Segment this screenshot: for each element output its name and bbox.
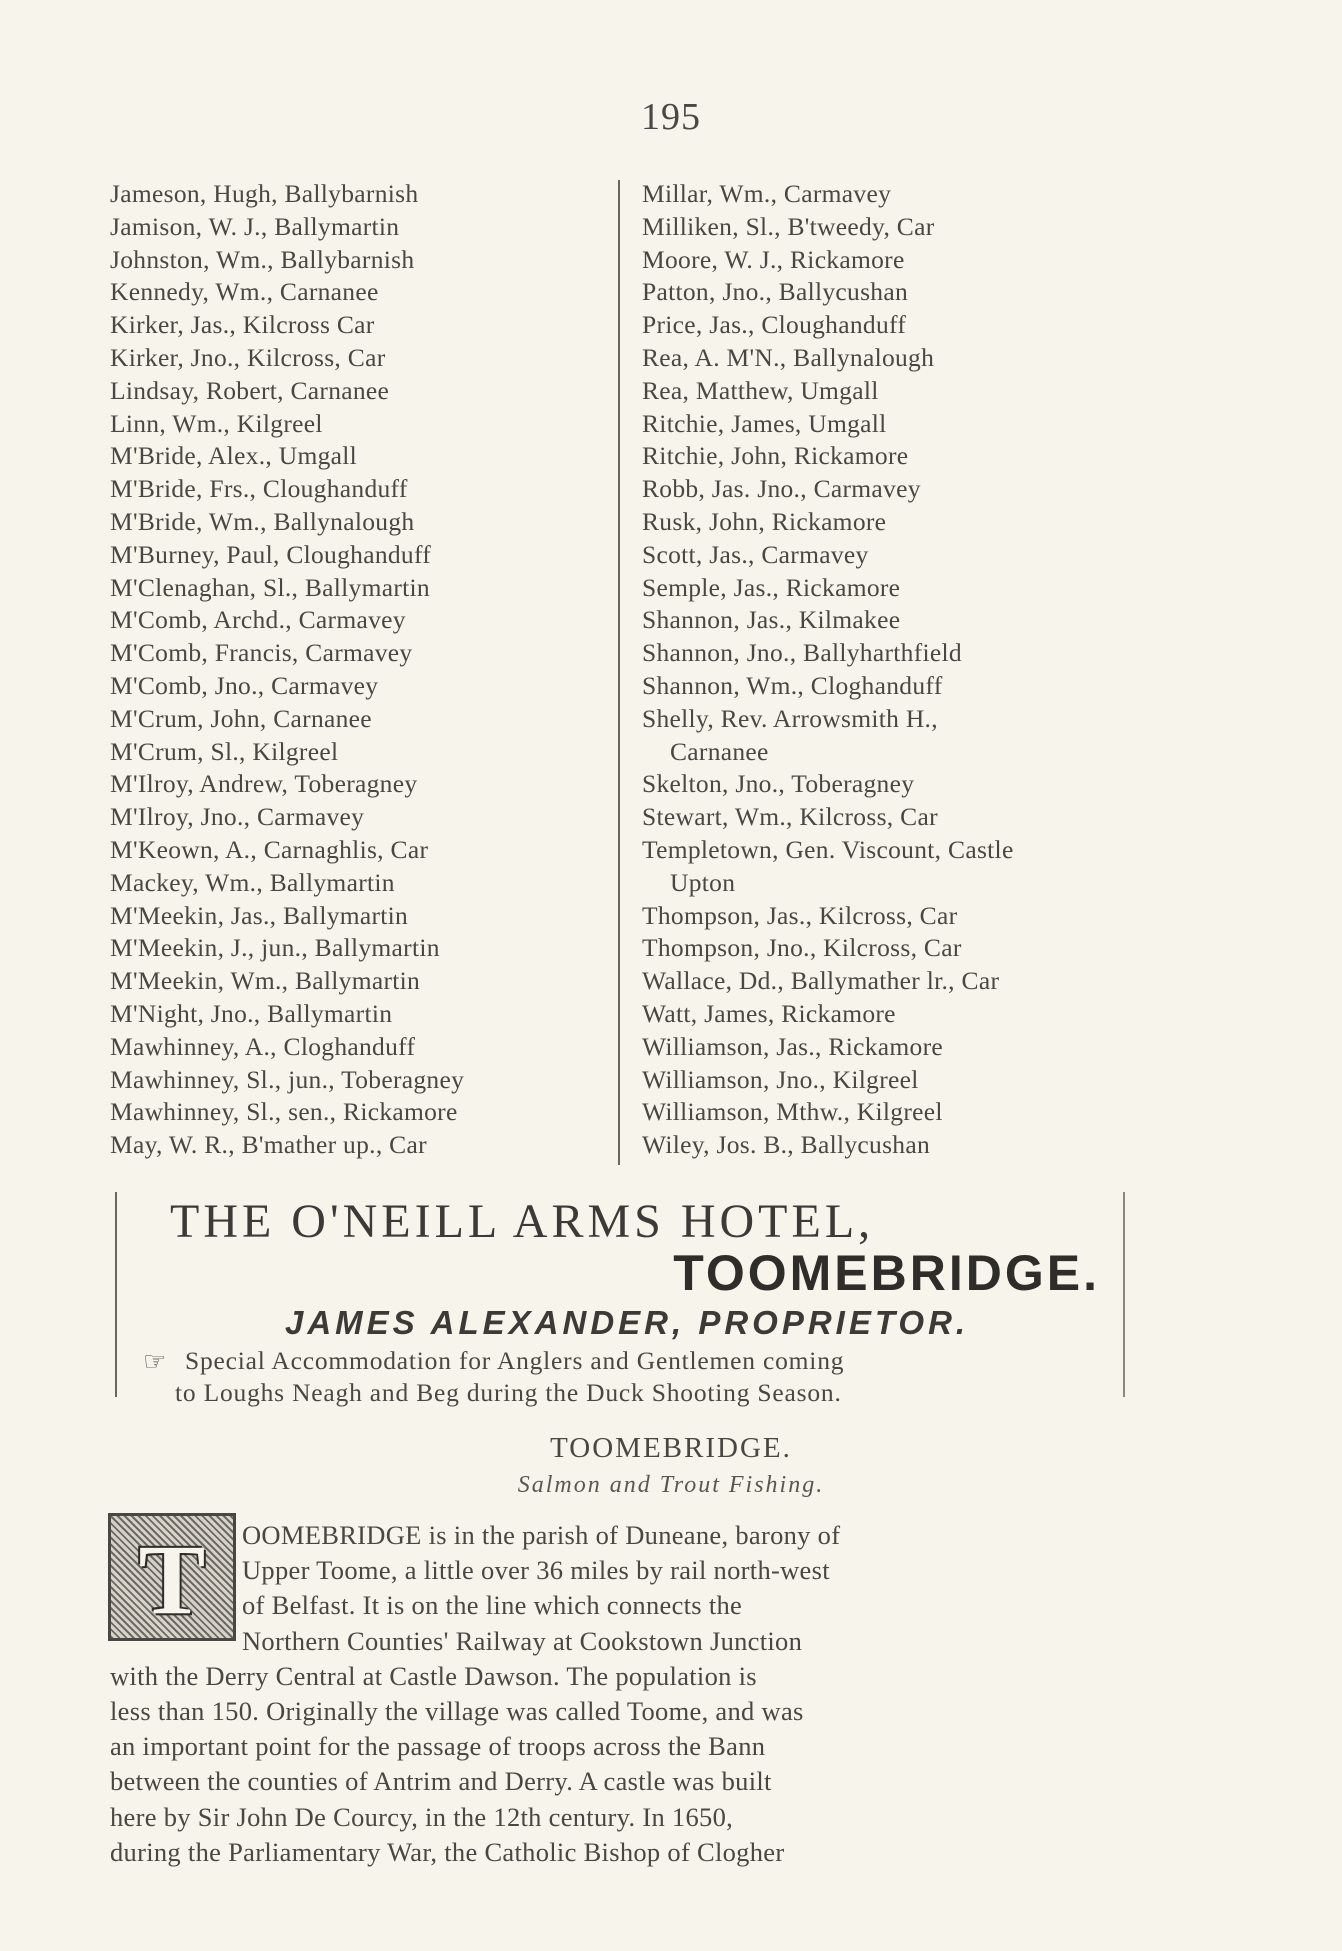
directory-entry: Mawhinney, Sl., jun., Toberagney	[110, 1064, 465, 1094]
body-text-line: during the Parliamentary War, the Catholic Bishop of Clogher	[110, 1836, 785, 1867]
directory-entry: M'Crum, John, Carnanee	[110, 703, 372, 733]
directory-entry: Williamson, Jno., Kilgreel	[642, 1064, 919, 1094]
directory-entry: Rusk, John, Rickamore	[642, 506, 887, 536]
directory-entry: Jameson, Hugh, Ballybarnish	[110, 179, 419, 208]
advert-border-left	[115, 1192, 117, 1397]
directory-entry: Watt, James, Rickamore	[642, 998, 896, 1028]
directory-entry: M'Night, Jno., Ballymartin	[110, 998, 393, 1028]
directory-entry: Shannon, Jno., Ballyharthfield	[642, 638, 962, 668]
drop-cap-letter: T	[138, 1524, 206, 1635]
directory-entry: May, W. R., B'mather up., Car	[110, 1130, 427, 1160]
advert-hotel-name: THE O'NEILL ARMS HOTEL,	[170, 1195, 875, 1248]
advert-text-line-1: Special Accommodation for Anglers and Gentlemen coming	[185, 1346, 845, 1375]
directory-entry: Moore, W. J., Rickamore	[642, 244, 905, 274]
directory-entry: Patton, Jno., Ballycushan	[642, 277, 909, 307]
directory-entry: Ritchie, John, Rickamore	[642, 441, 909, 471]
directory-entry: Williamson, Mthw., Kilgreel	[642, 1097, 943, 1127]
advert-text-line-2: to Loughs Neagh and Beg during the Duck Shooting Season.	[175, 1378, 842, 1407]
advert-proprietor: JAMES ALEXANDER, PROPRIETOR.	[285, 1304, 970, 1341]
directory-entry: Shannon, Jas., Kilmakee	[642, 605, 901, 635]
body-text-line: Upper Toome, a little over 36 miles by rail north-west	[242, 1555, 830, 1586]
directory-entry: M'Bride, Alex., Umgall	[110, 441, 358, 471]
directory-entry: M'Comb, Francis, Carmavey	[110, 638, 413, 668]
section-subtitle: Salmon and Trout Fishing.	[517, 1472, 825, 1498]
directory-entry: M'Burney, Paul, Cloughanduff	[110, 539, 432, 569]
body-text-line: OOMEBRIDGE is in the parish of Duneane, barony of	[242, 1520, 841, 1550]
directory-entry: Semple, Jas., Rickamore	[642, 572, 901, 602]
hotel-advertisement	[115, 1192, 1125, 1407]
directory-entry: Shannon, Wm., Cloghanduff	[642, 670, 943, 700]
directory-column-left	[110, 178, 615, 1162]
page-number: 195	[641, 96, 701, 138]
directory-entry: M'Crum, Sl., Kilgreel	[110, 736, 339, 766]
directory-entry: Kirker, Jas., Kilcross Car	[110, 310, 375, 340]
directory-entry: M'Comb, Archd., Carmavey	[110, 605, 406, 635]
directory-entry: Upton	[670, 867, 736, 897]
directory-entry: Shelly, Rev. Arrowsmith H.,	[642, 703, 938, 733]
body-text-line: between the counties of Antrim and Derry. A castle was built	[110, 1766, 772, 1797]
directory-entry: Ritchie, James, Umgall	[642, 408, 887, 438]
directory-entry: Robb, Jas. Jno., Carmavey	[642, 474, 921, 504]
body-text-line: with the Derry Central at Castle Dawson. The population is	[110, 1660, 757, 1691]
directory-entry: Templetown, Gen. Viscount, Castle	[642, 834, 1014, 864]
body-text-line: less than 150. Originally the village was called Toome, and was	[110, 1695, 804, 1726]
pointing-hand-icon: ☞	[143, 1347, 167, 1376]
directory-entry: M'Clenaghan, Sl., Ballymartin	[110, 572, 430, 602]
directory-listing	[110, 178, 1125, 1178]
directory-entry: M'Keown, A., Carnaghlis, Car	[110, 834, 429, 864]
directory-entry: Stewart, Wm., Kilcross, Car	[642, 802, 938, 832]
advert-town: TOOMEBRIDGE.	[673, 1245, 1100, 1301]
body-text-line: of Belfast. It is on the line which connects the	[242, 1590, 743, 1621]
directory-entry: Wiley, Jos. B., Ballycushan	[642, 1130, 931, 1160]
directory-entry: Mawhinney, A., Cloghanduff	[110, 1031, 416, 1061]
directory-entry: Carnanee	[670, 736, 769, 766]
directory-entry: M'Comb, Jno., Carmavey	[110, 670, 379, 700]
directory-entry: Lindsay, Robert, Carnanee	[110, 375, 390, 405]
directory-entry: Skelton, Jno., Toberagney	[642, 769, 915, 799]
directory-entry: Johnston, Wm., Ballybarnish	[110, 244, 415, 274]
section-body-text	[110, 1518, 1125, 1870]
directory-entry: Jamison, W. J., Ballymartin	[110, 211, 400, 241]
directory-entry: Williamson, Jas., Rickamore	[642, 1031, 943, 1061]
directory-entry: Linn, Wm., Kilgreel	[110, 408, 323, 438]
directory-entry: Millar, Wm., Carmavey	[642, 179, 892, 208]
directory-entry: M'Bride, Wm., Ballynalough	[110, 506, 415, 536]
directory-entry: M'Meekin, Jas., Ballymartin	[110, 900, 409, 930]
directory-entry: Milliken, Sl., B'tweedy, Car	[642, 211, 935, 241]
directory-entry: Mawhinney, Sl., sen., Rickamore	[110, 1097, 458, 1127]
directory-entry: M'Meekin, J., jun., Ballymartin	[110, 933, 440, 963]
directory-entry: Wallace, Dd., Ballymather lr., Car	[642, 966, 1000, 996]
body-text-line: an important point for the passage of troops across the Bann	[110, 1731, 766, 1762]
directory-entry: Thompson, Jas., Kilcross, Car	[642, 900, 958, 930]
directory-entry: Rea, A. M'N., Ballynalough	[642, 342, 935, 372]
directory-entry: M'Bride, Frs., Cloughanduff	[110, 474, 408, 504]
directory-entry: Scott, Jas., Carmavey	[642, 539, 869, 569]
directory-entry: M'Ilroy, Andrew, Toberagney	[110, 769, 418, 799]
directory-column-right	[630, 178, 1125, 1162]
directory-entry: Thompson, Jno., Kilcross, Car	[642, 933, 962, 963]
directory-entry: M'Meekin, Wm., Ballymartin	[110, 966, 421, 996]
advert-border-right	[1123, 1192, 1125, 1397]
directory-entry: Kirker, Jno., Kilcross, Car	[110, 342, 386, 372]
body-text-line: Northern Counties' Railway at Cookstown Junction	[242, 1625, 803, 1656]
directory-entry: M'Ilroy, Jno., Carmavey	[110, 802, 365, 832]
directory-entry: Rea, Matthew, Umgall	[642, 375, 879, 405]
column-divider	[618, 180, 620, 1165]
directory-entry: Mackey, Wm., Ballymartin	[110, 867, 395, 897]
directory-entry: Kennedy, Wm., Carnanee	[110, 277, 379, 307]
section-title: TOOMEBRIDGE.	[550, 1432, 792, 1464]
directory-entry: Price, Jas., Cloughanduff	[642, 310, 907, 340]
body-text-line: here by Sir John De Courcy, in the 12th century. In 1650,	[110, 1801, 734, 1832]
